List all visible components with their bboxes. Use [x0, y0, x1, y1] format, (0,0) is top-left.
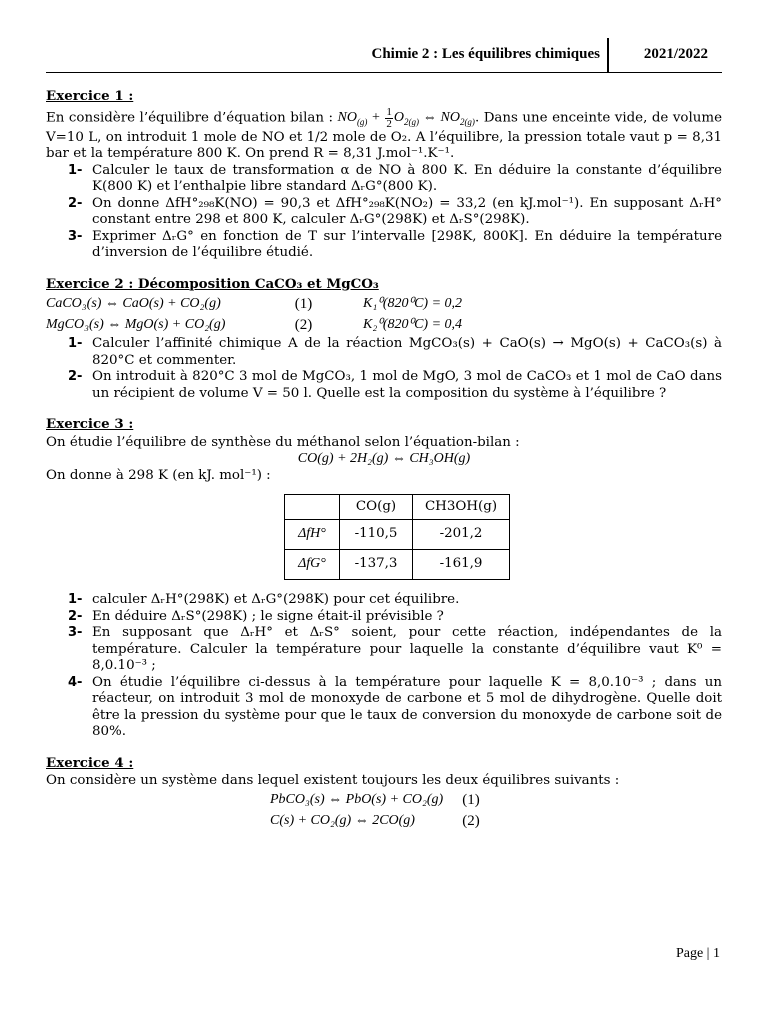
exercise-1-intro: En considère l’équilibre d’équation bilan : $NO_{(g)}$ + $\frac{1}{2}$ $O_{2(g)}$ ⇔ $NO_{2(g)}$. Dans une enceinte vide, de volume V=10 L, on introduit 1 mole de NO et 1/2 mole de O₂. A l’équilibre, la pression totale vaut p = 8,31 bar et la température 800 K. On prend R = 8,31 J.mol⁻¹.K⁻¹.: [46, 105, 722, 161]
equation-line: CaCO₃(s) ⇔ CaO(s) + CO₂(g) (1) K₁⁰(820⁰C) = 0,2: [46, 296, 463, 313]
table-cell: -137,3: [340, 550, 413, 580]
question-item: 3- En supposant que ΔᵣH° et ΔᵣS° soient, pour cette réaction, indépendantes de la température. Calculer la température pour laquelle la constante d’équilibre vaut K⁰ = 8,0.10⁻³ ;: [68, 625, 722, 673]
question-item: 3- Exprimer ΔᵣG° en fonction de T sur l’intervalle [298K, 800K]. En déduire la température d’inversion de l’équilibre étudié.: [68, 228, 722, 260]
equation-line: C(s) + CO₂(g) ⇔ 2CO(g) (2): [270, 812, 480, 829]
exercise-3-given: On donne à 298 K (en kJ. mol⁻¹) :: [46, 467, 271, 483]
table-cell: -161,9: [413, 550, 510, 580]
table-row: [285, 495, 510, 520]
question-item: 1- calculer ΔᵣH°(298K) et ΔᵣG°(298K) pour cet équilibre.: [68, 592, 460, 607]
academic-year: 2021/2022: [643, 46, 708, 62]
table-cell: -201,2: [413, 520, 510, 550]
methanol-equation: CO(g) + 2H₂(g) ⇔ CH₃OH(g): [297, 451, 471, 466]
table-header: CH3OH(g): [413, 495, 510, 520]
exercise-3-intro: On étudie l’équilibre de synthèse du méthanol selon l’équation-bilan :: [46, 434, 520, 450]
table-row-label: ΔfH°: [285, 520, 340, 550]
equation-line: MgCO₃(s) ⇔ MgO(s) + CO₂(g) (2) K₂⁰(820⁰C) = 0,4: [46, 317, 463, 334]
exercise-4-title: Exercice 4 :: [46, 754, 134, 771]
question-item: 2- En déduire ΔᵣS°(298K) ; le signe était-il prévisible ?: [68, 608, 444, 624]
table-header: CO(g): [340, 495, 413, 520]
exercise-2-title: Exercice 2 : Décomposition CaCO₃ et MgCO₃: [46, 275, 379, 292]
table-row: [285, 520, 510, 550]
exercise-2-questions: [46, 336, 722, 402]
question-item: 4- On étudie l’équilibre ci-dessus à la température pour laquelle K = 8,0.10⁻³ ; dans un réacteur, on introduit 3 mol de monoxyde de carbone et 5 mol de dihydrogène. Quelle doit être la pression du système pour que le taux de conversion du monoxyde de carbone soit de 80%.: [68, 674, 722, 739]
equation-line: PbCO₃(s) ⇔ PbO(s) + CO₂(g) (1): [270, 791, 480, 808]
question-item: 1- Calculer l’affinité chimique A de la réaction MgCO₃(s) + CaO(s) → MgO(s) + CaCO₃(s) à 820°C et commenter.: [68, 336, 722, 368]
exercise-1-title: Exercice 1 :: [46, 88, 134, 104]
table-row: [285, 550, 510, 580]
table-row-label: ΔfG°: [285, 550, 340, 580]
header-separator: [607, 38, 609, 72]
exercise-4-intro: On considère un système dans lequel existent toujours les deux équilibres suivants :: [46, 773, 620, 788]
exercise-3-title: Exercice 3 :: [46, 416, 134, 432]
question-item: 1- Calculer le taux de transformation α de NO à 800 K. En déduire la constante d’équilibre K(800 K) et l’enthalpie libre standard ΔᵣG°(800 K).: [68, 162, 722, 194]
exercise-3-questions: [46, 592, 722, 741]
equation-no-oxidation: $NO_{(g)}$ + $\frac{1}{2}$ $O_{2(g)}$ ⇔ $NO_{2(g)}$: [337, 105, 475, 130]
thermo-data-table: [284, 494, 510, 580]
table-cell: -110,5: [340, 520, 413, 550]
table-cell: [285, 495, 340, 520]
document-body: [46, 88, 722, 832]
exercise-1-questions: [46, 163, 722, 262]
question-item: 2- On introduit à 820°C 3 mol de MgCO₃, 1 mol de MgO, 3 mol de CaCO₃ et 1 mol de CaO dans un récipient de volume V = 50 l. Quelle est la composition du système à l’équilibre ?: [68, 369, 722, 401]
page-number: Page | 1: [675, 946, 720, 961]
question-item: 2- On donne ΔfH°₂₉₈K(NO) = 90,3 et ΔfH°₂₉₈K(NO₂) = 33,2 (en kJ.mol⁻¹). En supposant ΔᵣH° constant entre 298 et 800 K, calculer ΔᵣG°(298K) et ΔᵣS°(298K).: [68, 195, 722, 227]
page-header: [46, 38, 722, 73]
course-title: Chimie 2 : Les équilibres chimiques: [371, 46, 600, 62]
